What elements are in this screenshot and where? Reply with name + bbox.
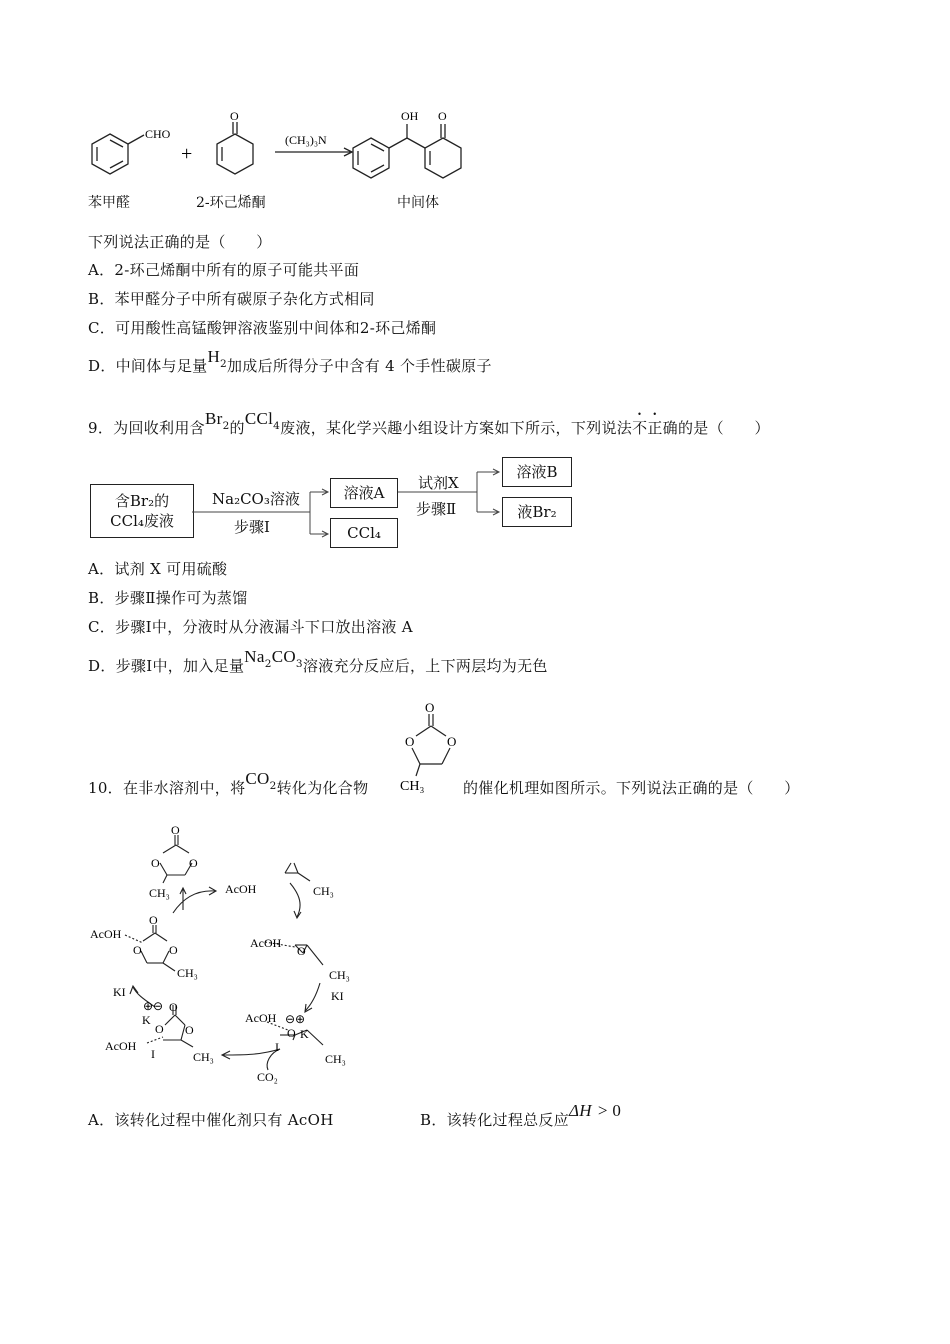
svg-text:CO₂: CO₂ bbox=[257, 1070, 278, 1084]
svg-text:O: O bbox=[155, 1022, 164, 1036]
flow-start-box: 含Br₂的 CCl₄废液 bbox=[90, 484, 194, 538]
svg-text:CH₃: CH₃ bbox=[325, 1052, 346, 1066]
svg-text:AcOH: AcOH bbox=[250, 936, 282, 950]
svg-text:⊕⊖: ⊕⊖ bbox=[143, 999, 164, 1013]
q10-option-a: A．该转化过程中催化剂只有 AcOH bbox=[88, 1111, 334, 1129]
svg-text:O: O bbox=[287, 1026, 296, 1040]
flow-reagent-x: 试剂X bbox=[418, 474, 459, 492]
svg-text:CH₃: CH₃ bbox=[313, 884, 334, 898]
svg-text:CH₃: CH₃ bbox=[329, 968, 350, 982]
svg-text:O: O bbox=[169, 1000, 178, 1014]
q8-option-d: D．中间体与足量$H_2$加成后所得分子中含有 4 个手性碳原子 bbox=[88, 347, 492, 375]
reagent-label: (CH₃)₃N bbox=[285, 133, 327, 147]
svg-text:K: K bbox=[300, 1027, 309, 1041]
q9-option-d: D．步骤Ⅰ中，加入足量$Na_2CO_3$溶液充分反应后，上下两层均为无色 bbox=[88, 647, 548, 675]
q10-stem-part2: 的催化机理如图所示。下列说法正确的是（ ） bbox=[463, 779, 800, 797]
q10-option-b: B．该转化过程总反应ΔH > 0 bbox=[420, 1101, 622, 1129]
svg-text:KI: KI bbox=[331, 989, 344, 1003]
svg-text:AcOH: AcOH bbox=[105, 1039, 137, 1053]
flow-solution-a-box: 溶液A bbox=[330, 478, 398, 508]
q8-option-c: C．可用酸性高锰酸钾溶液鉴别中间体和2-环己烯酮 bbox=[88, 319, 437, 337]
flow-solution-b-box: 溶液B bbox=[502, 457, 572, 487]
flow-liquid-br2-box: 液Br₂ bbox=[502, 497, 572, 527]
o-atom-2: O bbox=[438, 109, 447, 123]
label-intermediate: 中间体 bbox=[397, 195, 439, 211]
svg-text:O: O bbox=[447, 734, 457, 749]
flow-reagent: Na₂CO₃溶液 bbox=[212, 490, 300, 508]
flow-step2: 步骤Ⅱ bbox=[416, 500, 457, 518]
q8-stem: 下列说法正确的是（ ） bbox=[88, 233, 272, 251]
svg-text:AcOH: AcOH bbox=[225, 882, 257, 896]
q8-option-a: A．2-环己烯酮中所有的原子可能共平面 bbox=[88, 261, 360, 279]
q10-stem-part1: 10．在非水溶剂中，将$CO_2$转化为化合物 bbox=[88, 769, 369, 797]
svg-text:O: O bbox=[169, 943, 178, 957]
svg-text:O: O bbox=[151, 856, 160, 870]
propylene-carbonate-structure bbox=[396, 696, 466, 796]
svg-text:O: O bbox=[149, 913, 158, 927]
svg-text:O: O bbox=[297, 944, 306, 958]
svg-text:O: O bbox=[185, 1023, 194, 1037]
catalytic-cycle-diagram bbox=[85, 825, 375, 1090]
plus-sign: + bbox=[181, 143, 193, 165]
q9-option-c: C．步骤Ⅰ中，分液时从分液漏斗下口放出溶液 A bbox=[88, 618, 413, 636]
svg-text:CH₃: CH₃ bbox=[400, 779, 425, 794]
label-cyclohexenone: 2-环己烯酮 bbox=[196, 195, 266, 211]
svg-text:O: O bbox=[405, 734, 415, 749]
svg-text:I: I bbox=[151, 1047, 155, 1061]
svg-text:⊖⊕: ⊖⊕ bbox=[285, 1012, 306, 1026]
svg-text:CH₃: CH₃ bbox=[149, 886, 170, 900]
svg-text:KI: KI bbox=[113, 985, 126, 999]
flow-step1: 步骤Ⅰ bbox=[234, 518, 270, 536]
q9-option-a: A．试剂 X 可用硫酸 bbox=[88, 560, 228, 578]
svg-text:O: O bbox=[425, 700, 435, 715]
svg-text:O: O bbox=[189, 856, 198, 870]
svg-text:CH₃: CH₃ bbox=[177, 966, 198, 980]
svg-text:I: I bbox=[275, 1040, 279, 1054]
svg-text:O: O bbox=[171, 825, 180, 837]
q9-stem: 9．为回收利用含$Br_2$的CCl$_4$废液，某化学兴趣小组设计方案如下所示，下列说法不正确的是（ ） bbox=[88, 409, 770, 437]
q8-option-b: B．苯甲醛分子中所有碳原子杂化方式相同 bbox=[88, 290, 375, 308]
o-atom: O bbox=[230, 109, 239, 123]
svg-text:CH₃: CH₃ bbox=[193, 1050, 214, 1064]
oh-group: OH bbox=[401, 109, 419, 123]
emphasis-dots: 不正 bbox=[632, 419, 663, 437]
label-benzaldehyde: 苯甲醛 bbox=[88, 195, 130, 211]
svg-text:O: O bbox=[133, 943, 142, 957]
flow-ccl4-box: CCl₄ bbox=[330, 518, 398, 548]
svg-text:AcOH: AcOH bbox=[245, 1011, 277, 1025]
q9-option-b: B．步骤Ⅱ操作可为蒸馏 bbox=[88, 589, 248, 607]
svg-text:AcOH: AcOH bbox=[90, 927, 122, 941]
cho-group: CHO bbox=[145, 127, 171, 141]
svg-text:K: K bbox=[142, 1013, 151, 1027]
